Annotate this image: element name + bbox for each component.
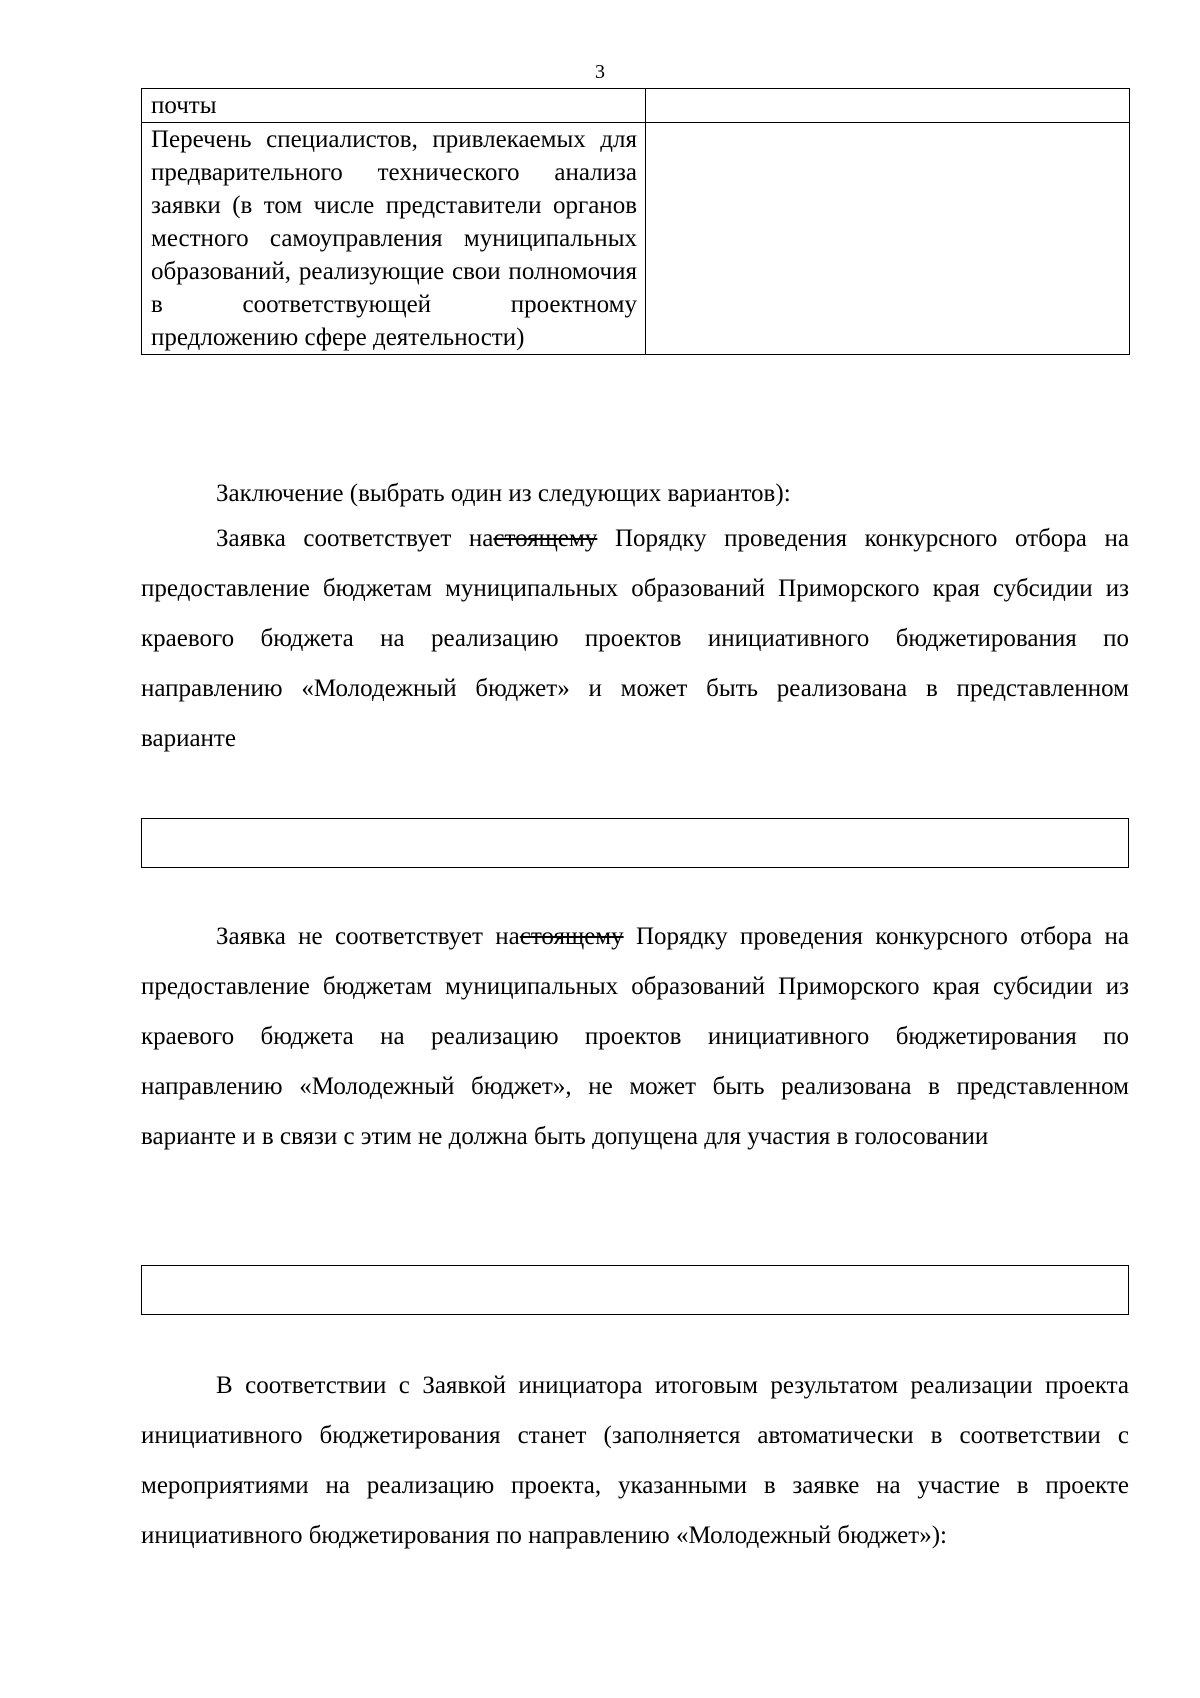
conclusion-heading: Заключение (выбрать один из следующих вариантов): — [216, 480, 791, 507]
option-text-end: Порядку проведения конкурсного отбора на предоставление бюджетам муниципальных образований Приморского края субсидии из краевого бюджета на реализацию проектов инициативного бюджетирования по направлению «Молодежный бюджет» и может быть реализована в представленном варианте — [141, 525, 1130, 752]
table-row — [142, 123, 1130, 355]
conclusion-option-noncompliant — [141, 912, 1129, 1162]
table-cell-label: Перечень специалистов, привлекаемых для предварительного технического анализа заявки (в том числе представители органов местного самоуправления муниципальных образований, реализующие свои полномочия в соответствующей проектному предложению сфере деятельности) — [142, 123, 646, 355]
page-number: 3 — [595, 61, 605, 83]
option-text-end: Порядку проведения конкурсного отбора на предоставление бюджетам муниципальных образований Приморского края субсидии из краевого бюджета на реализацию проектов инициативного бюджетирования по направлению «Молодежный бюджет», не может быть реализована в представленном варианте и в связи с этим не должна быть допущена для участия в голосовании — [141, 923, 1130, 1150]
table-cell-label: почты — [142, 89, 646, 123]
result-paragraph: В соответствии с Заявкой инициатора итоговым результатом реализации проекта инициативного бюджетирования станет (заполняется автоматически в соответствии с мероприятиями на реализацию проекта, указанными в заявке на участие в проекте инициативного бюджетирования по направлению «Молодежный бюджет»): — [141, 1372, 1129, 1549]
table-row — [142, 89, 1130, 123]
struck-text: стоящему — [493, 525, 598, 552]
option-text-start: Заявка соответствует на — [216, 525, 494, 552]
expertise-table — [141, 88, 1130, 355]
compliant-answer-box[interactable] — [141, 818, 1129, 868]
table-cell-value — [646, 123, 1130, 355]
struck-text: стоящему — [519, 923, 624, 950]
conclusion-option-compliant — [141, 514, 1129, 764]
noncompliant-answer-box[interactable] — [141, 1265, 1129, 1315]
table-cell-value — [646, 89, 1130, 123]
option-text-start: Заявка не соответствует на — [216, 923, 520, 950]
